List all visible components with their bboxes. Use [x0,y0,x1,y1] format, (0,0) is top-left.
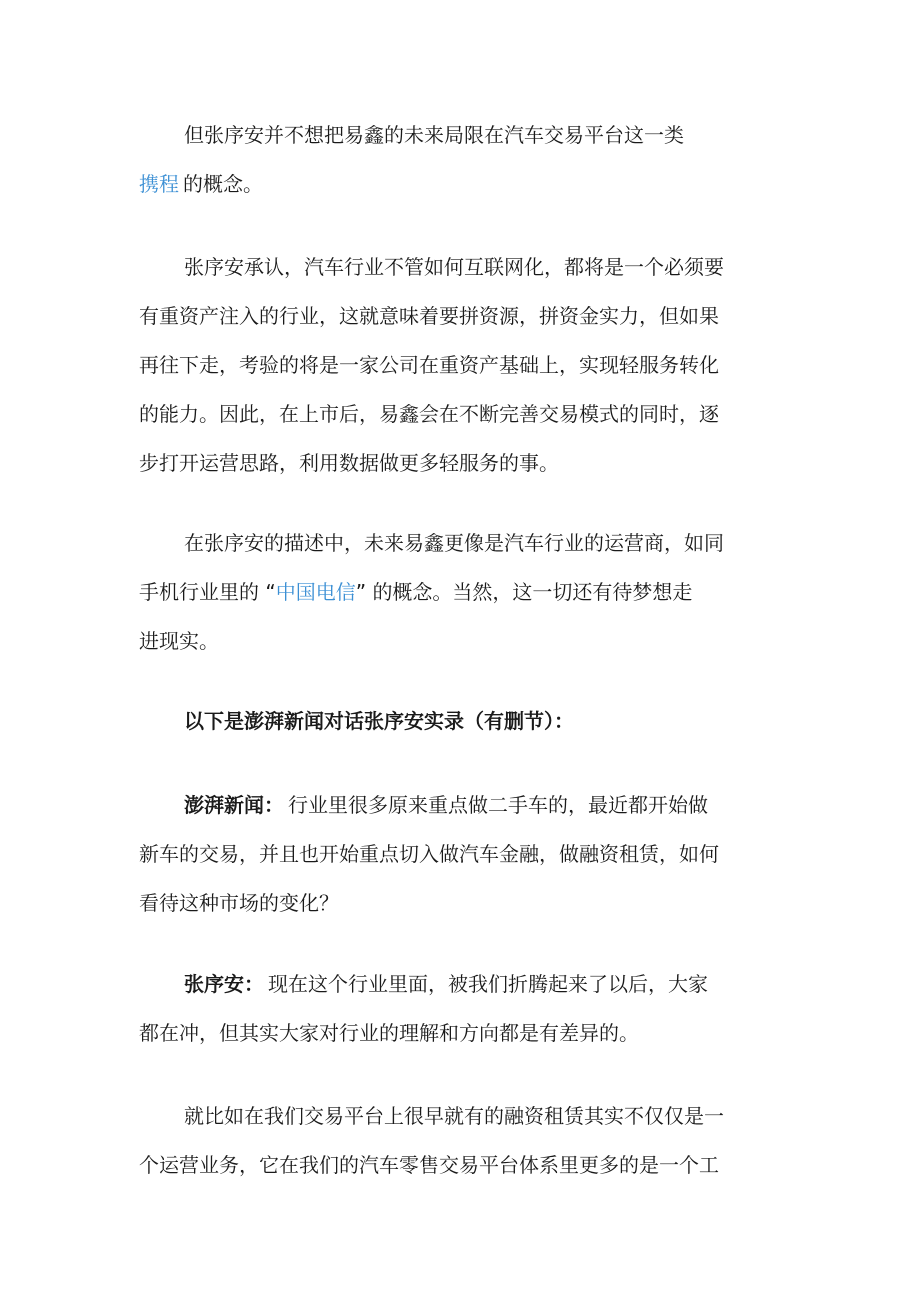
speaker-label: 张序安： [184,972,264,996]
text-fragment: 的概念。 [183,172,263,196]
paragraph-4 [139,1092,781,1190]
text-line: 个运营业务，它在我们的汽车零售交易平台体系里更多的是一个工 [139,1153,719,1177]
text-line: 但张序安并不想把易鑫的未来局限在汽车交易平台这一类 [184,123,684,147]
paragraph-2 [139,243,781,488]
paragraph-3 [139,519,781,666]
text-line [139,781,781,830]
text-line: 进现实。 [139,629,219,653]
link-china-telecom[interactable]: 中国电信 [275,580,356,604]
answer-1 [139,960,781,1058]
question-1 [139,781,781,928]
text-line: 张序安承认，汽车行业不管如何互联网化，都将是一个必须要 [184,255,724,279]
text-fragment: 手机行业里的 “ [139,580,276,604]
text-line: 再往下走，考验的将是一家公司在重资产基础上，实现轻服务转化 [139,353,719,377]
speaker-label: 澎湃新闻： [184,793,284,817]
text-line: 的能力。因此，在上市后，易鑫会在不断完善交易模式的同时，逐 [139,402,719,426]
text-fragment: ” 的概念。当然，这一切还有待梦想走 [355,580,693,604]
text-line: 在张序安的描述中，未来易鑫更像是汽车行业的运营商，如同 [184,531,724,555]
text-line [139,160,781,209]
text-line: 都在冲，但其实大家对行业的理解和方向都是有差异的。 [139,1021,639,1045]
text-line [139,568,781,617]
text-line: 看待这种市场的变化？ [139,891,339,915]
text-line: 新车的交易，并且也开始重点切入做汽车金融，做融资租赁，如何 [139,842,719,866]
text-line: 有重资产注入的行业，这就意味着要拼资源，拼资金实力，但如果 [139,304,719,328]
heading-text: 以下是澎湃新闻对话张序安实录（有删节）： [184,709,574,733]
text-line: 步打开运营思路，利用数据做更多轻服务的事。 [139,451,559,475]
text-line: 就比如在我们交易平台上很早就有的融资租赁其实不仅仅是一 [184,1104,724,1128]
text-line [139,960,781,1009]
text-fragment: 行业里很多原来重点做二手车的，最近都开始做 [288,793,708,817]
section-heading [139,697,781,746]
link-ctrip[interactable]: 携程 [139,172,179,196]
text-fragment: 现在这个行业里面，被我们折腾起来了以后，大家 [268,972,708,996]
paragraph-1 [139,111,781,209]
